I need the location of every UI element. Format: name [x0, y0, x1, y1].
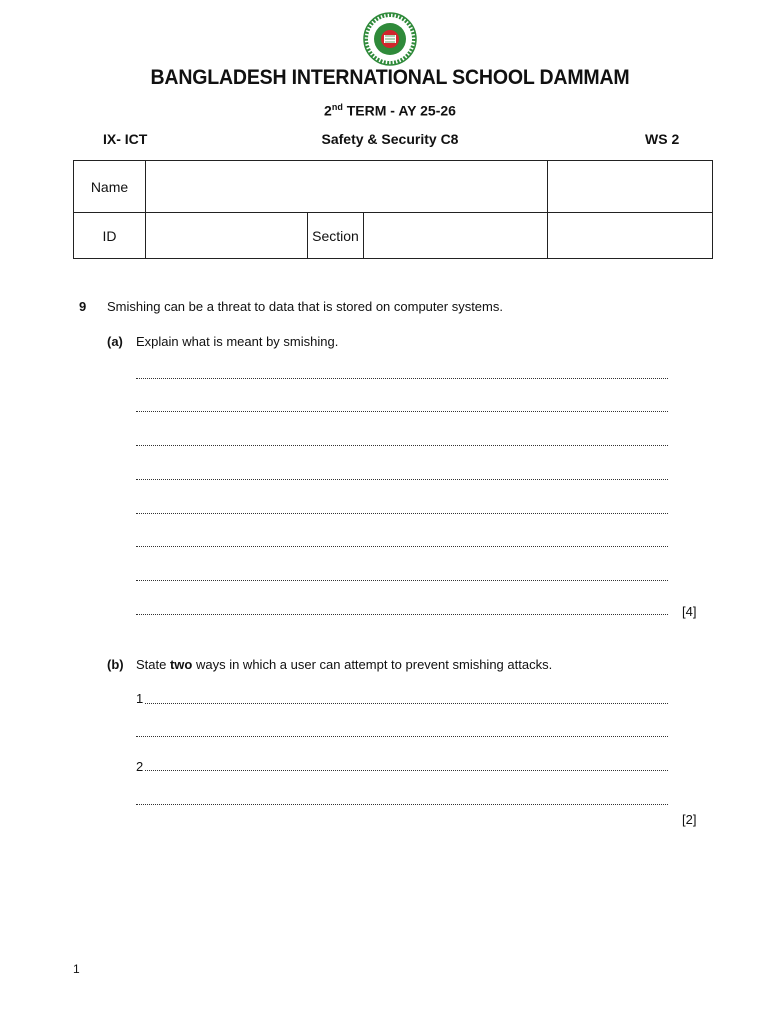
part-b-marks: [2] — [682, 812, 697, 827]
section-field[interactable] — [364, 213, 548, 259]
school-name: BANGLADESH INTERNATIONAL SCHOOL DAMMAM — [150, 66, 630, 89]
answer-line-a4[interactable] — [136, 479, 668, 480]
school-logo — [363, 12, 417, 66]
worksheet-label: WS 2 — [645, 131, 680, 147]
answer-line-b4[interactable] — [136, 804, 668, 805]
term-rest: TERM - AY 25-26 — [342, 102, 456, 119]
answer-line-a5[interactable] — [136, 513, 668, 514]
question-text: Smishing can be a threat to data that is stored on computer systems. — [107, 299, 503, 314]
page-number: 1 — [73, 962, 80, 976]
section-label: Section — [308, 213, 364, 259]
info-box-top[interactable] — [548, 161, 713, 213]
question-number: 9 — [79, 299, 87, 314]
part-a-text: Explain what is meant by smishing. — [136, 334, 339, 349]
answer-item-1-number: 1 — [136, 691, 144, 706]
part-b-text — [136, 657, 552, 672]
part-a-label: (a) — [107, 334, 123, 349]
answer-line-a6[interactable] — [136, 546, 668, 547]
term-superscript: nd — [331, 102, 343, 112]
name-field[interactable] — [146, 161, 548, 213]
answer-line-a7[interactable] — [136, 580, 668, 581]
term-number: 2 — [324, 102, 332, 119]
topic-label: Safety & Security C8 — [321, 131, 459, 147]
answer-line-a2[interactable] — [136, 411, 668, 412]
term-heading — [0, 102, 768, 119]
answer-line-a8[interactable] — [136, 614, 668, 615]
part-b-text-before: State — [136, 657, 170, 672]
info-box-bottom[interactable] — [548, 213, 713, 259]
part-b-label: (b) — [107, 657, 124, 672]
answer-item-2-number: 2 — [136, 759, 144, 774]
answer-line-b3[interactable] — [145, 770, 668, 771]
answer-line-b2[interactable] — [136, 736, 668, 737]
part-b-text-after: ways in which a user can attempt to prevent smishing attacks. — [192, 657, 553, 672]
part-a-marks: [4] — [682, 604, 697, 619]
id-field[interactable] — [146, 213, 308, 259]
part-b-text-bold: two — [169, 657, 193, 672]
answer-line-a3[interactable] — [136, 445, 668, 446]
student-info-table — [73, 160, 713, 259]
id-label: ID — [74, 213, 146, 259]
name-label: Name — [74, 161, 146, 213]
answer-line-a1[interactable] — [136, 378, 668, 379]
answer-line-b1[interactable] — [145, 703, 668, 704]
class-label: IX- ICT — [103, 131, 148, 147]
